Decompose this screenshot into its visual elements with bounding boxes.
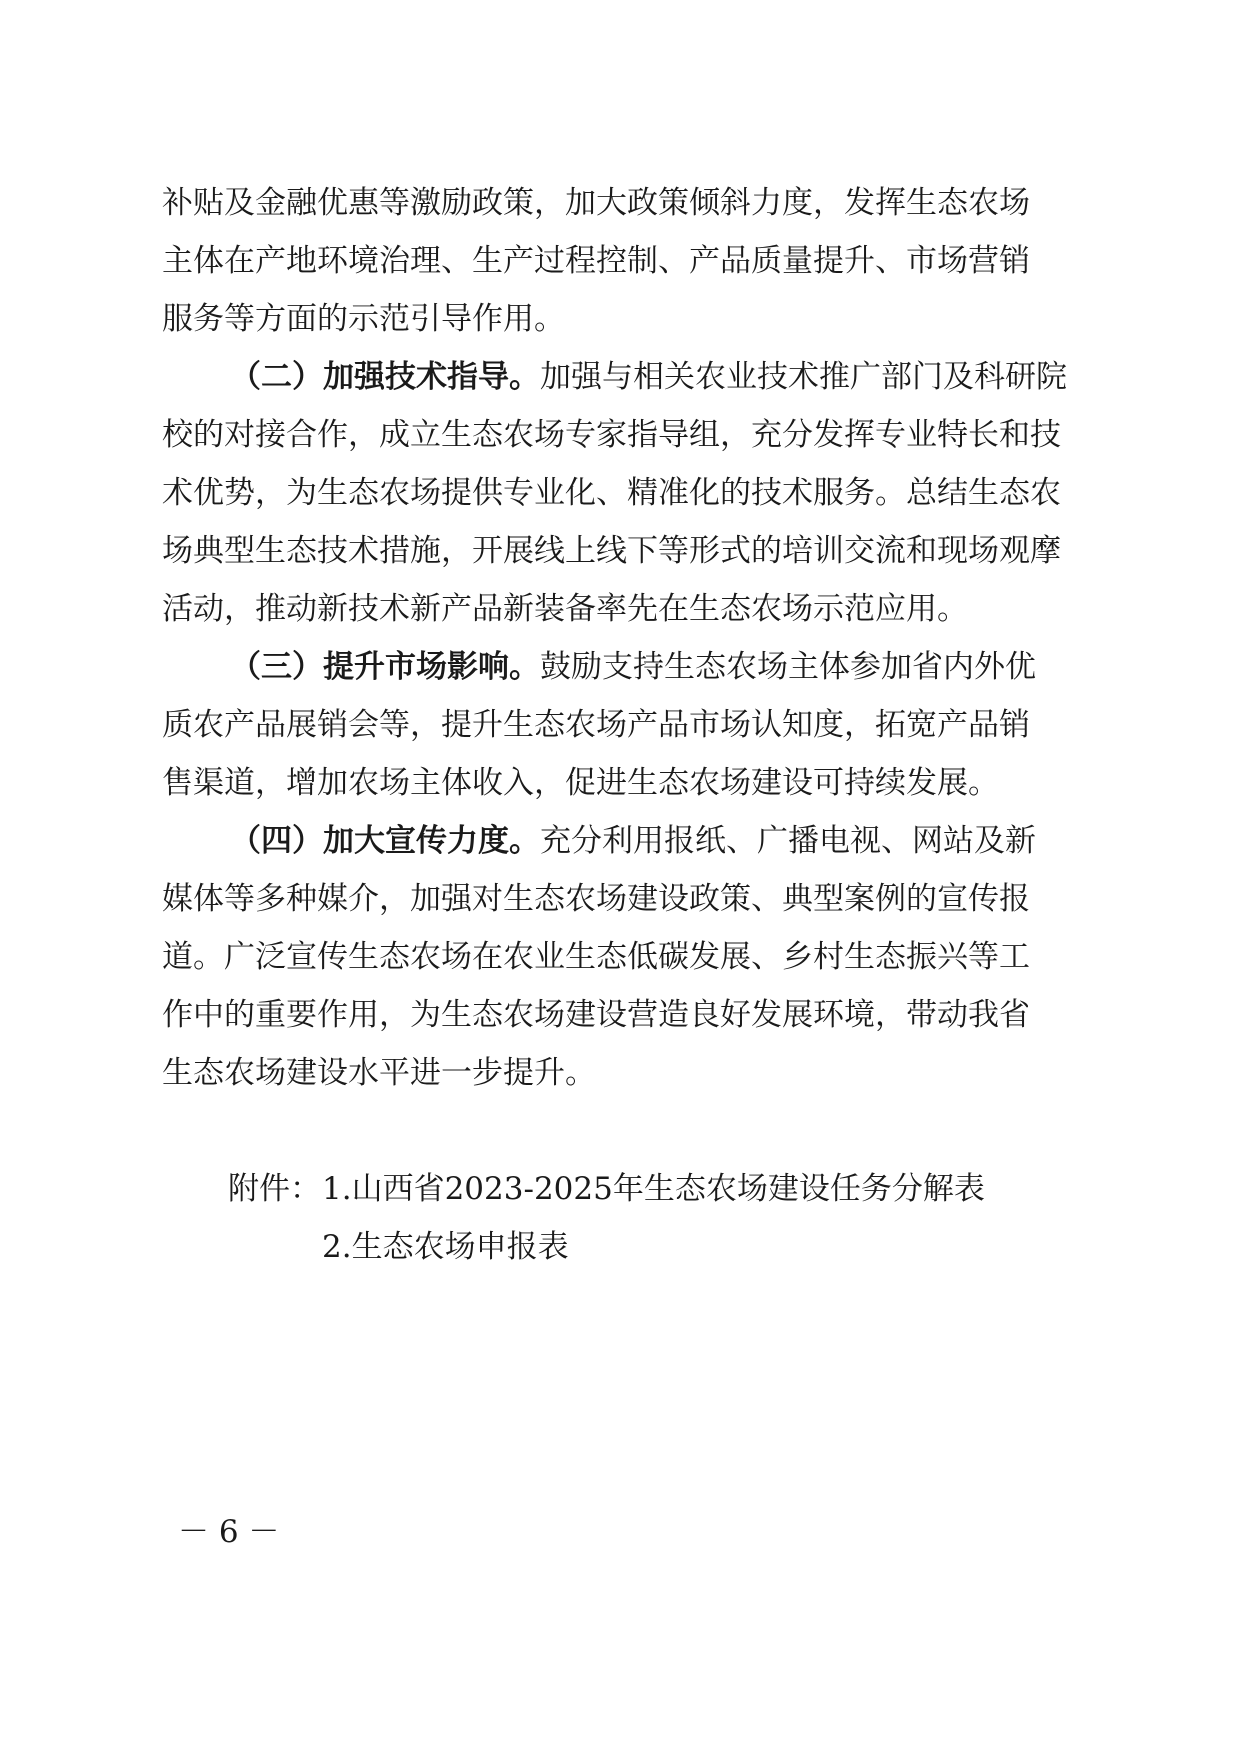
- section-3-heading: （三）提升市场影响。: [230, 649, 540, 685]
- section-3-first-line: [230, 647, 1036, 687]
- paragraph-line: 补贴及金融优惠等激励政策，加大政策倾斜力度，发挥生态农场: [162, 185, 1030, 221]
- section-2-heading: （二）加强技术指导。: [230, 359, 540, 395]
- page-number: － 6 －: [178, 1514, 280, 1550]
- paragraph-line: 媒体等多种媒介，加强对生态农场建设政策、典型案例的宣传报: [162, 881, 1030, 917]
- paragraph-line: 售渠道，增加农场主体收入，促进生态农场建设可持续发展。: [162, 765, 999, 801]
- paragraph-line: 道。广泛宣传生态农场在农业生态低碳发展、乡村生态振兴等工: [162, 939, 1030, 975]
- paragraph-line: 主体在产地环境治理、生产过程控制、产品质量提升、市场营销: [162, 243, 1030, 279]
- paragraph-line: 质农产品展销会等，提升生态农场产品市场认知度，拓宽产品销: [162, 707, 1030, 743]
- section-4-text: 充分利用报纸、广播电视、网站及新: [540, 823, 1036, 859]
- paragraph-line: 作中的重要作用，为生态农场建设营造良好发展环境，带动我省: [162, 997, 1030, 1033]
- paragraph-line: 场典型生态技术措施，开展线上线下等形式的培训交流和现场观摩: [162, 533, 1061, 569]
- attachment-item: 1.山西省2023-2025年生态农场建设任务分解表: [322, 1171, 985, 1207]
- section-4-heading: （四）加大宣传力度。: [230, 823, 540, 859]
- paragraph-line: 术优势，为生态农场提供专业化、精准化的技术服务。总结生态农: [162, 475, 1061, 511]
- section-2-text: 加强与相关农业技术推广部门及科研院: [540, 359, 1067, 395]
- paragraph-line: 活动，推动新技术新产品新装备率先在生态农场示范应用。: [162, 591, 968, 627]
- paragraph-line: 校的对接合作，成立生态农场专家指导组，充分发挥专业特长和技: [162, 417, 1061, 453]
- paragraph-line: 生态农场建设水平进一步提升。: [162, 1055, 596, 1091]
- paragraph-line: 服务等方面的示范引导作用。: [162, 301, 565, 337]
- attachment-item: 2.生态农场申报表: [322, 1229, 569, 1265]
- section-2-first-line: [230, 357, 1067, 397]
- section-3-text: 鼓励支持生态农场主体参加省内外优: [540, 649, 1036, 685]
- section-4-first-line: [230, 821, 1036, 861]
- attachments-label: 附件：: [228, 1171, 321, 1207]
